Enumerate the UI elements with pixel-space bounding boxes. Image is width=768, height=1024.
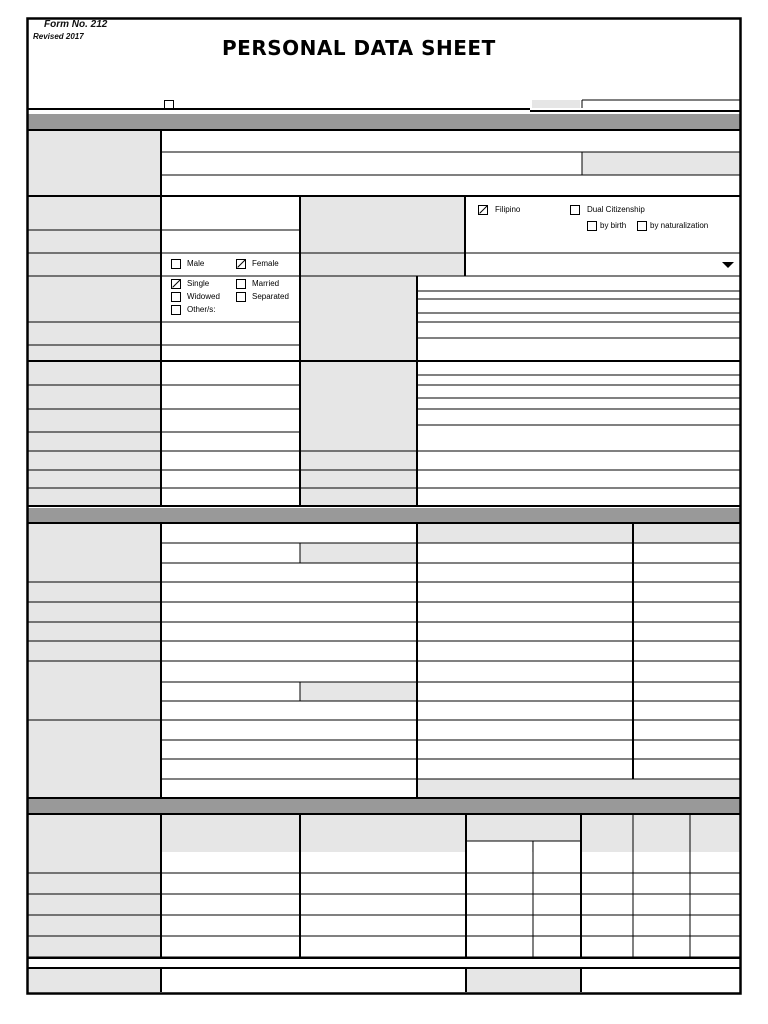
civil-status-married-checkbox[interactable] bbox=[236, 279, 246, 289]
sex-female-checkbox[interactable] bbox=[236, 259, 246, 269]
civil-status-single-label: Single bbox=[187, 279, 210, 288]
citizenship-filipino-checkbox[interactable] bbox=[478, 205, 488, 215]
sex-male-checkbox[interactable] bbox=[171, 259, 181, 269]
citizenship-by-birth-label: by birth bbox=[600, 221, 627, 230]
form-revision: Revised 2017 bbox=[33, 32, 84, 41]
civil-status-others-label: Other/s: bbox=[187, 305, 216, 314]
civil-status-separated-label: Separated bbox=[252, 292, 289, 301]
country-dropdown-icon[interactable] bbox=[722, 262, 734, 268]
citizenship-by-naturalization-checkbox[interactable] bbox=[637, 221, 647, 231]
civil-status-widowed-checkbox[interactable] bbox=[171, 292, 181, 302]
civil-status-single-checkbox[interactable] bbox=[171, 279, 181, 289]
citizenship-by-birth-checkbox[interactable] bbox=[587, 221, 597, 231]
form-number: Form No. 212 bbox=[44, 19, 108, 30]
civil-status-separated-checkbox[interactable] bbox=[236, 292, 246, 302]
civil-status-married-label: Married bbox=[252, 279, 280, 288]
sex-male-label: Male bbox=[187, 259, 205, 268]
civil-status-widowed-label: Widowed bbox=[187, 292, 220, 301]
page-title: PERSONAL DATA SHEET bbox=[222, 36, 496, 60]
civil-status-others-checkbox[interactable] bbox=[171, 305, 181, 315]
citizenship-dual-checkbox[interactable] bbox=[570, 205, 580, 215]
citizenship-dual-label: Dual Citizenship bbox=[587, 205, 645, 214]
citizenship-filipino-label: Filipino bbox=[495, 205, 521, 214]
citizenship-by-naturalization-label: by naturalization bbox=[650, 221, 709, 230]
sex-female-label: Female bbox=[252, 259, 279, 268]
